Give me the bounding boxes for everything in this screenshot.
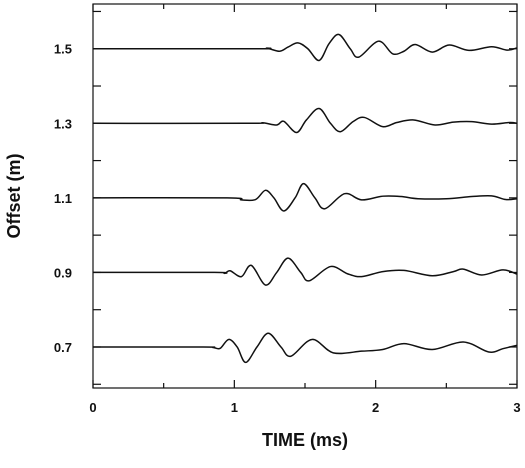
trace-offset-0-9 bbox=[93, 258, 517, 285]
axis-ticks bbox=[93, 4, 517, 388]
x-tick-label: 2 bbox=[372, 400, 380, 415]
x-tick-label: 0 bbox=[89, 400, 97, 415]
trace-offset-1-3 bbox=[93, 109, 517, 133]
trace-offset-1-1 bbox=[93, 184, 517, 211]
y-tick-label: 1.5 bbox=[53, 41, 72, 57]
y-axis-title: Offset (m) bbox=[4, 153, 24, 239]
y-tick-label: 0.9 bbox=[53, 265, 72, 281]
y-tick-label: 1.1 bbox=[53, 190, 72, 206]
plot-frame bbox=[93, 4, 517, 388]
x-tick-label: 1 bbox=[230, 400, 238, 415]
x-axis-title: TIME (ms) bbox=[261, 430, 349, 450]
y-tick-label: 0.7 bbox=[53, 339, 72, 355]
trace-offset-0-7 bbox=[93, 333, 517, 362]
trace-group bbox=[93, 34, 517, 362]
trace-offset-1-5 bbox=[93, 34, 517, 60]
y-tick-label: 1.3 bbox=[53, 116, 72, 132]
tick-labels bbox=[54, 42, 521, 415]
x-tick-label: 3 bbox=[513, 400, 521, 415]
